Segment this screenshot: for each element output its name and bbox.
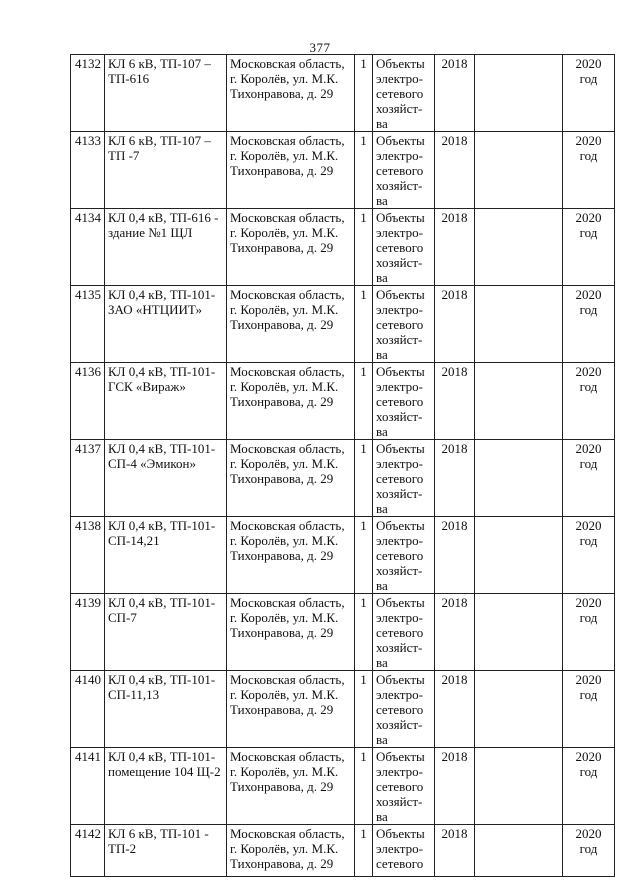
object-year: 2018 (435, 748, 475, 825)
row-number: 4141 (71, 748, 105, 825)
plan-unit: год (579, 687, 598, 702)
row-number: 4136 (71, 363, 105, 440)
table-row (71, 825, 615, 877)
object-type: Объекты электро-сетевого хозяйст-ва (373, 517, 435, 594)
asset-register-table (70, 54, 614, 877)
plan-cell (563, 671, 615, 748)
empty-cell (475, 132, 563, 209)
object-address: Московская область, г. Королёв, ул. М.К. Тихонравова, д. 29 (227, 55, 355, 132)
plan-year: 2020 (575, 56, 602, 71)
object-year: 2018 (435, 286, 475, 363)
row-number: 4135 (71, 286, 105, 363)
empty-cell (475, 363, 563, 440)
object-address: Московская область, г. Королёв, ул. М.К. Тихонравова, д. 29 (227, 671, 355, 748)
object-address: Московская область, г. Королёв, ул. М.К. Тихонравова, д. 29 (227, 286, 355, 363)
plan-unit: год (579, 456, 598, 471)
empty-cell (475, 825, 563, 877)
plan-year: 2020 (575, 826, 602, 841)
table-row (71, 286, 615, 363)
plan-cell (563, 132, 615, 209)
row-number: 4138 (71, 517, 105, 594)
row-number: 4140 (71, 671, 105, 748)
plan-unit: год (579, 379, 598, 394)
object-type: Объекты электро-сетевого хозяйст-ва (373, 132, 435, 209)
empty-cell (475, 55, 563, 132)
plan-unit: год (579, 225, 598, 240)
object-quantity: 1 (355, 594, 373, 671)
empty-cell (475, 209, 563, 286)
row-number: 4132 (71, 55, 105, 132)
object-address: Московская область, г. Королёв, ул. М.К. Тихонравова, д. 29 (227, 440, 355, 517)
object-name: КЛ 6 кВ, ТП-107 – ТП-616 (105, 55, 227, 132)
plan-year: 2020 (575, 672, 602, 687)
empty-cell (475, 748, 563, 825)
row-number: 4137 (71, 440, 105, 517)
object-type: Объекты электро-сетевого хозяйст-ва (373, 594, 435, 671)
plan-unit: год (579, 610, 598, 625)
object-type: Объекты электро-сетевого хозяйст-ва (373, 671, 435, 748)
table-row (71, 594, 615, 671)
table-row (71, 671, 615, 748)
object-name: КЛ 0,4 кВ, ТП-101-СП-7 (105, 594, 227, 671)
object-address: Московская область, г. Королёв, ул. М.К. Тихонравова, д. 29 (227, 594, 355, 671)
table-row (71, 440, 615, 517)
object-type: Объекты электро-сетевого хозяйст-ва (373, 55, 435, 132)
object-name: КЛ 0,4 кВ, ТП-101-ГСК «Вираж» (105, 363, 227, 440)
plan-cell (563, 286, 615, 363)
table-row (71, 517, 615, 594)
plan-unit: год (579, 764, 598, 779)
object-name: КЛ 0,4 кВ, ТП-616 - здание №1 ЩЛ (105, 209, 227, 286)
object-name: КЛ 0,4 кВ, ТП-101-помещение 104 Щ-2 (105, 748, 227, 825)
object-type: Объекты электро-сетевого хозяйст-ва (373, 286, 435, 363)
object-name: КЛ 6 кВ, ТП-101 - ТП-2 (105, 825, 227, 877)
empty-cell (475, 517, 563, 594)
table-row (71, 748, 615, 825)
plan-year: 2020 (575, 518, 602, 533)
object-type: Объекты электро-сетевого хозяйст-ва (373, 440, 435, 517)
plan-year: 2020 (575, 287, 602, 302)
plan-unit: год (579, 841, 598, 856)
object-type: Объекты электро-сетевого хозяйст-ва (373, 209, 435, 286)
table-row (71, 363, 615, 440)
object-address: Московская область, г. Королёв, ул. М.К. Тихонравова, д. 29 (227, 209, 355, 286)
row-number: 4139 (71, 594, 105, 671)
page-number: 377 (309, 40, 331, 55)
plan-cell (563, 209, 615, 286)
row-number: 4142 (71, 825, 105, 877)
object-name: КЛ 0,4 кВ, ТП-101-СП-4 «Эмикон» (105, 440, 227, 517)
plan-year: 2020 (575, 595, 602, 610)
object-year: 2018 (435, 594, 475, 671)
plan-cell (563, 517, 615, 594)
object-year: 2018 (435, 825, 475, 877)
object-year: 2018 (435, 132, 475, 209)
row-number: 4133 (71, 132, 105, 209)
row-number: 4134 (71, 209, 105, 286)
object-type: Объекты электро-сетевого хозяйст-ва (373, 748, 435, 825)
plan-year: 2020 (575, 133, 602, 148)
table-row (71, 209, 615, 286)
register-table (70, 54, 615, 877)
plan-cell (563, 440, 615, 517)
plan-cell (563, 55, 615, 132)
object-year: 2018 (435, 671, 475, 748)
plan-unit: год (579, 148, 598, 163)
object-address: Московская область, г. Королёв, ул. М.К. Тихонравова, д. 29 (227, 825, 355, 877)
object-address: Московская область, г. Королёв, ул. М.К. Тихонравова, д. 29 (227, 517, 355, 594)
object-year: 2018 (435, 363, 475, 440)
table-row (71, 132, 615, 209)
object-year: 2018 (435, 55, 475, 132)
object-quantity: 1 (355, 363, 373, 440)
object-quantity: 1 (355, 440, 373, 517)
object-quantity: 1 (355, 55, 373, 132)
object-address: Московская область, г. Королёв, ул. М.К. Тихонравова, д. 29 (227, 363, 355, 440)
object-year: 2018 (435, 517, 475, 594)
object-name: КЛ 0,4 кВ, ТП-101-СП-14,21 (105, 517, 227, 594)
object-quantity: 1 (355, 825, 373, 877)
object-quantity: 1 (355, 209, 373, 286)
object-name: КЛ 0,4 кВ, ТП-101-ЗАО «НТЦИИТ» (105, 286, 227, 363)
plan-year: 2020 (575, 364, 602, 379)
empty-cell (475, 286, 563, 363)
object-type: Объекты электро-сетевого хозяйст-ва (373, 363, 435, 440)
object-type: Объекты электро-сетевого (373, 825, 435, 877)
object-quantity: 1 (355, 671, 373, 748)
object-year: 2018 (435, 209, 475, 286)
plan-year: 2020 (575, 749, 602, 764)
object-address: Московская область, г. Королёв, ул. М.К. Тихонравова, д. 29 (227, 748, 355, 825)
plan-cell (563, 825, 615, 877)
plan-year: 2020 (575, 441, 602, 456)
table-row (71, 55, 615, 132)
plan-cell (563, 594, 615, 671)
plan-year: 2020 (575, 210, 602, 225)
object-quantity: 1 (355, 286, 373, 363)
plan-cell (563, 363, 615, 440)
object-name: КЛ 0,4 кВ, ТП-101-СП-11,13 (105, 671, 227, 748)
table-body (71, 55, 615, 877)
object-quantity: 1 (355, 748, 373, 825)
object-quantity: 1 (355, 517, 373, 594)
object-year: 2018 (435, 440, 475, 517)
plan-unit: год (579, 71, 598, 86)
object-address: Московская область, г. Королёв, ул. М.К. Тихонравова, д. 29 (227, 132, 355, 209)
plan-cell (563, 748, 615, 825)
empty-cell (475, 594, 563, 671)
empty-cell (475, 440, 563, 517)
object-name: КЛ 6 кВ, ТП-107 – ТП -7 (105, 132, 227, 209)
plan-unit: год (579, 302, 598, 317)
plan-unit: год (579, 533, 598, 548)
empty-cell (475, 671, 563, 748)
object-quantity: 1 (355, 132, 373, 209)
